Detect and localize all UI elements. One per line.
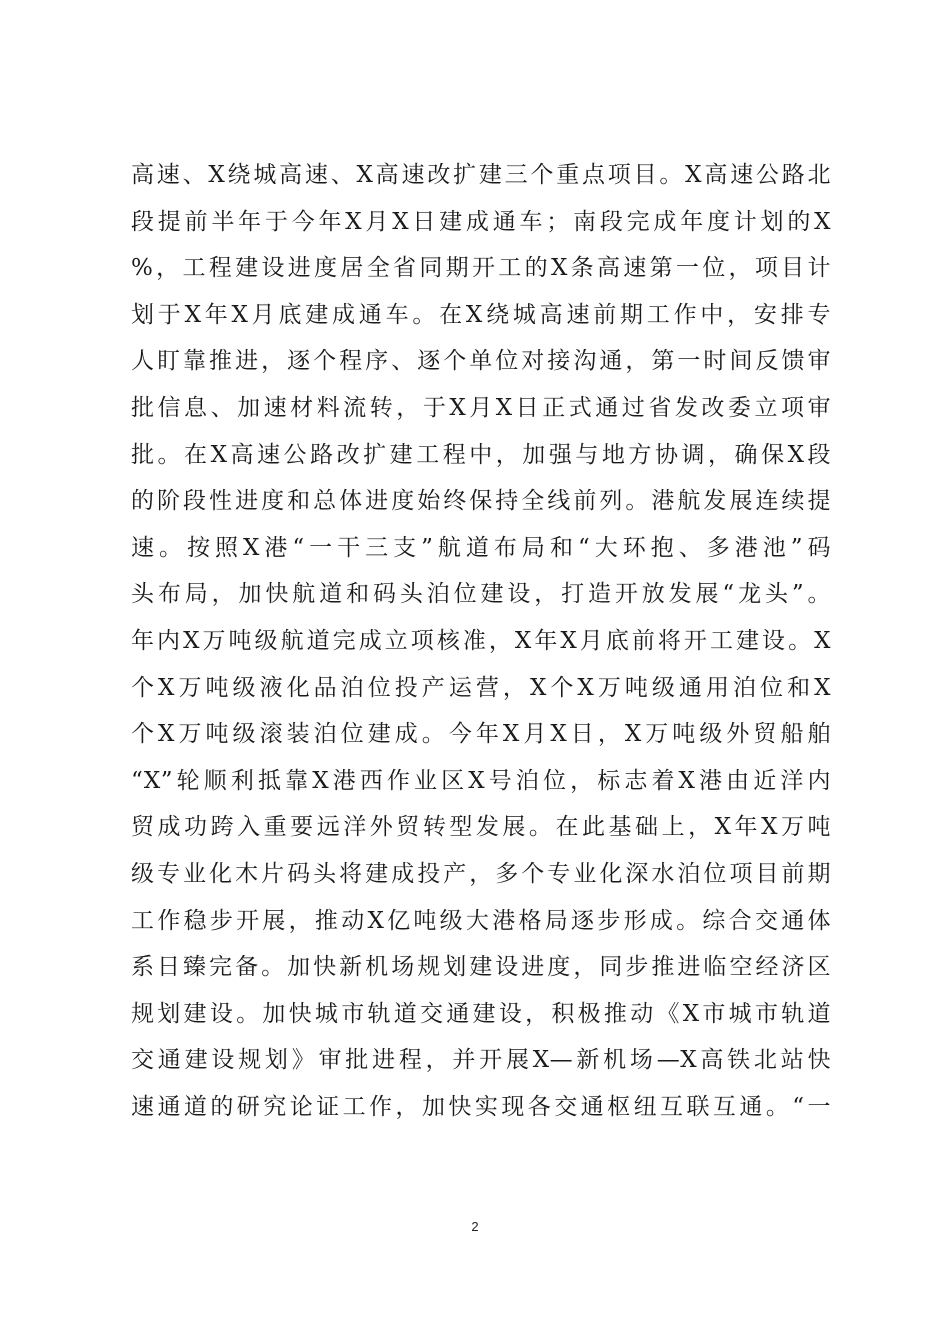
text-line: 高速、X绕城高速、X高速改扩建三个重点项目。X高速公路北 xyxy=(131,162,831,188)
text-line: 批。在X高速公路改扩建工程中，加强与地方协调，确保X段 xyxy=(131,441,831,468)
text-line: 人盯靠推进，逐个程序、逐个单位对接沟通，第一时间反馈审 xyxy=(131,348,831,375)
page-number: 2 xyxy=(471,1219,479,1234)
text-line: %，工程建设进度居全省同期开工的X条高速第一位，项目计 xyxy=(131,255,831,282)
text-line: 个X万吨级液化品泊位投产运营，X个X万吨级通用泊位和X xyxy=(131,674,831,701)
text-line: 个X万吨级滚装泊位建成。今年X月X日，X万吨级外贸船舶 xyxy=(131,721,831,748)
text-line: 批信息、加速材料流转，于X月X日正式通过省发改委立项审 xyxy=(131,394,831,421)
text-line: 划于X年X月底建成通车。在X绕城高速前期工作中，安排专 xyxy=(131,301,831,328)
text-line: 段提前半年于今年X月X日建成通车；南段完成年度计划的X xyxy=(131,208,831,235)
text-line: 贸成功跨入重要远洋外贸转型发展。在此基础上，X年X万吨 xyxy=(131,814,831,841)
text-line: 年内X万吨级航道完成立项核准，X年X月底前将开工建设。X xyxy=(131,627,831,654)
text-line: 速。按照X港“一干三支”航道布局和“大环抱、多港池”码 xyxy=(131,534,831,561)
text-line: 系日臻完备。加快新机场规划建设进度，同步推进临空经济区 xyxy=(131,954,831,981)
text-line: 速通道的研究论证工作，加快实现各交通枢纽互联互通。“一 xyxy=(131,1093,831,1120)
text-line: 规划建设。加快城市轨道交通建设，积极推动《X市城市轨道 xyxy=(131,1000,831,1027)
text-line: 头布局，加快航道和码头泊位建设，打造开放发展“龙头”。 xyxy=(131,581,831,608)
text-line: “X”轮顺利抵靠X港西作业区X号泊位，标志着X港由近洋内 xyxy=(131,767,831,794)
text-line: 级专业化木片码头将建成投产，多个专业化深水泊位项目前期 xyxy=(131,860,831,887)
text-line: 交通建设规划》审批进程，并开展X—新机场—X高铁北站快 xyxy=(131,1047,831,1074)
body-text xyxy=(131,152,831,1130)
text-line: 的阶段性进度和总体进度始终保持全线前列。港航发展连续提 xyxy=(131,488,831,515)
text-line: 工作稳步开展，推动X亿吨级大港格局逐步形成。综合交通体 xyxy=(131,907,831,934)
